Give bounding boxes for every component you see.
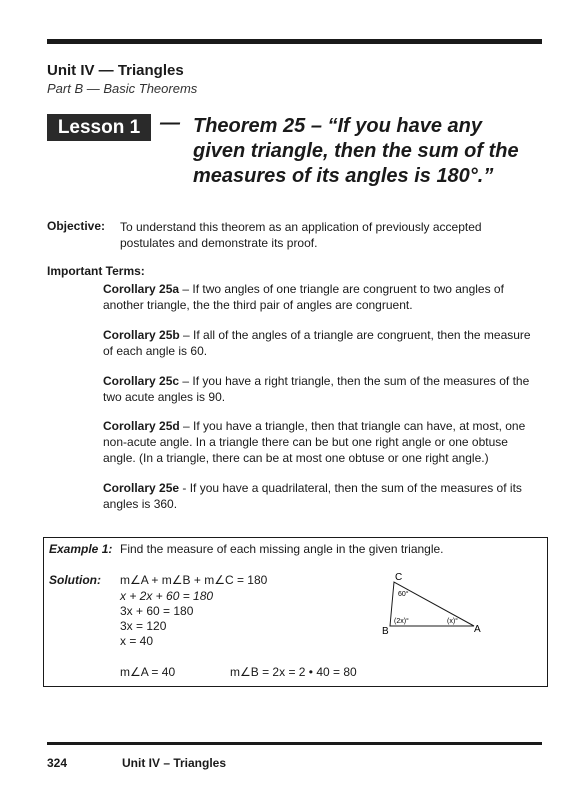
corollary-text: – If you have a triangle, then that triangle can have, at most, one non-acute angle. In a triangle there can be but one right angle or one obtuse angle. (In a triangle, there can be at most one obtuse or one right angle.) [103,419,526,465]
corollary-name: Corollary 25a [103,282,180,296]
theorem-line: Theorem 25 – “If you have any [193,115,482,137]
corollary-name: Corollary 25b [103,328,180,342]
lesson-dash: — [160,112,180,134]
objective-label: Objective: [47,219,106,233]
lesson-badge: Lesson 1 [47,114,151,141]
vertex-c-label: C [395,572,403,583]
important-terms-label: Important Terms: [47,264,145,278]
answer-angle-b: m∠B = 2x = 2 • 40 = 80 [230,665,357,679]
angle-b-label: (2x)° [394,618,409,625]
corollary-25a [103,281,543,313]
corollary-25c [103,373,543,405]
example-prompt: Find the measure of each missing angle in the given triangle. [120,542,444,556]
theorem-line: given triangle, then the sum of the [193,140,519,162]
corollary-25e [103,480,543,512]
angle-a-label: (x)° [447,618,458,625]
corollary-text: – If two angles of one triangle are congruent to two angles of another triangle, the the third pair of angles are congruent. [103,282,504,312]
theorem-statement [193,114,543,189]
corollary-25b [103,327,543,359]
page-number: 324 [47,756,68,770]
objective-text: To understand this theorem as an application of previously accepted postulates and demonstrate its proof. [120,220,482,250]
corollary-25d [103,418,543,466]
solution-step: x + 2x + 60 = 180 [120,589,214,603]
solution-label: Solution: [49,573,101,587]
corollary-text: - If you have a quadrilateral, then the sum of the measures of its angles is 360. [103,481,522,511]
solution-step: 3x = 120 [120,619,167,633]
top-rule [47,39,542,44]
corollary-text: – If you have a right triangle, then the sum of the measures of the two acute angles is 90. [103,374,530,404]
solution-step: m∠A + m∠B + m∠C = 180 [120,573,268,587]
bottom-rule [47,742,542,745]
corollary-name: Corollary 25d [103,419,180,433]
solution-step: x = 40 [120,634,154,648]
angle-c-label: 60° [398,591,409,598]
example-label: Example 1: [49,542,113,556]
corollary-text: – If all of the angles of a triangle are congruent, then the measure of each angle is 60. [103,328,531,358]
solution-step: 3x + 60 = 180 [120,604,194,618]
theorem-line: measures of its angles is 180°.” [193,165,494,187]
vertex-a-label: A [474,624,481,635]
corollary-name: Corollary 25c [103,374,180,388]
corollary-name: Corollary 25e [103,481,180,495]
vertex-b-label: B [382,626,389,637]
part-title: Part B — Basic Theorems [47,81,198,96]
triangle-figure [380,568,490,638]
answer-angle-a: m∠A = 40 [120,665,176,679]
unit-title: Unit IV — Triangles [47,62,184,79]
footer-title: Unit IV – Triangles [122,756,227,770]
